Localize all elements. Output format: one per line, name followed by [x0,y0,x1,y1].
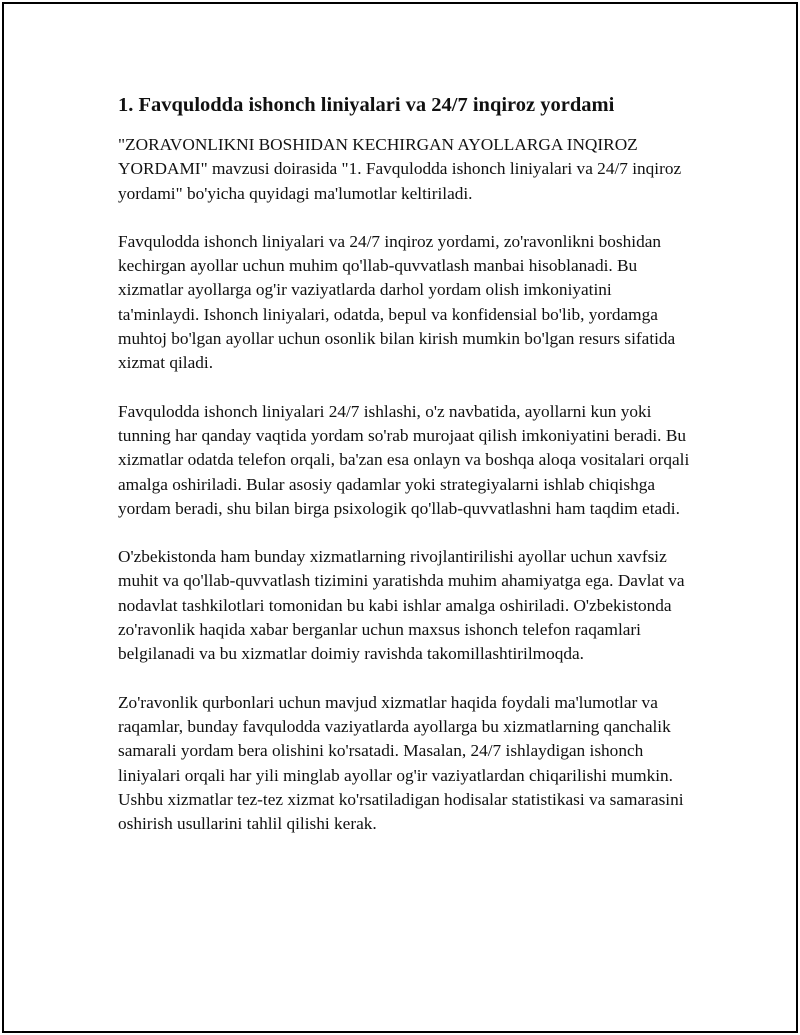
section-heading: 1. Favqulodda ishonch liniyalari va 24/7 inqiroz yordami [118,94,615,116]
paragraph-availability: Favqulodda ishonch liniyalari 24/7 ishlashi, o'z navbatida, ayollarni kun yoki tunning har qanday vaqtida yordam so'rab murojaat qilish imkoniyatini beradi. Bu xizmatlar odatda telefon orqali, ba'zan esa onlayn va boshqa aloqa vositalari orqali amalga oshiriladi. Bular asosiy qadamlar yoki strategiyalarni ishlab chiqishga yordam beradi, shu bilan birga psixologik qo'llab-quvvatlashni ham taqdim etadi. [118,401,690,518]
paragraph-intro: "ZORAVONLIKNI BOSHIDAN KECHIRGAN AYOLLARGA INQIROZ YORDAMI" mavzusi doirasida "1. Favqulodda ishonch liniyalari va 24/7 inqiroz yordami" bo'yicha quyidagi ma'lumotlar keltiriladi. [118,135,682,203]
paragraph-overview: Favqulodda ishonch liniyalari va 24/7 inqiroz yordami, zo'ravonlikni boshidan kechirgan ayollar uchun muhim qo'llab-quvvatlash manbai hisoblanadi. Bu xizmatlar ayollarga og'ir vaziyatlarda darhol yordam olish imkoniyatini ta'minlaydi. Ishonch liniyalari, odatda, bepul va konfidensial bo'lib, yordamga muhtoj bo'lgan ayollar uchun osonlik bilan kirish mumkin bo'lgan resurs sifatida xizmat qiladi. [118,231,676,373]
paragraph-uzbekistan: O'zbekistonda ham bunday xizmatlarning rivojlantirilishi ayollar uchun xavfsiz muhit va qo'llab-quvvatlash tizimini yaratishda muhim ahamiyatga ega. Davlat va nodavlat tashkilotlari tomonidan bu kabi ishlar amalga oshiriladi. O'zbekistonda zo'ravonlik haqida xabar berganlar uchun maxsus ishonch telefon raqamlari belgilanadi va bu xizmatlar doimiy ravishda takomillashtirilmoqda. [118,547,685,664]
document-body [118,92,690,860]
paragraph-statistics: Zo'ravonlik qurbonlari uchun mavjud xizmatlar haqida foydali ma'lumotlar va raqamlar, bunday favqulodda vaziyatlarda ayollarga bu xizmatlarning qanchalik samarali yordam bera olishini ko'rsatadi. Masalan, 24/7 ishlaydigan ishonch liniyalari orqali har yili minglab ayollar og'ir vaziyatlardan chiqarilishi mumkin. Ushbu xizmatlar tez-tez xizmat ko'rsatiladigan hodisalar statistikasi va samarasini oshirish usullarini tahlil qilishi kerak. [118,692,684,834]
